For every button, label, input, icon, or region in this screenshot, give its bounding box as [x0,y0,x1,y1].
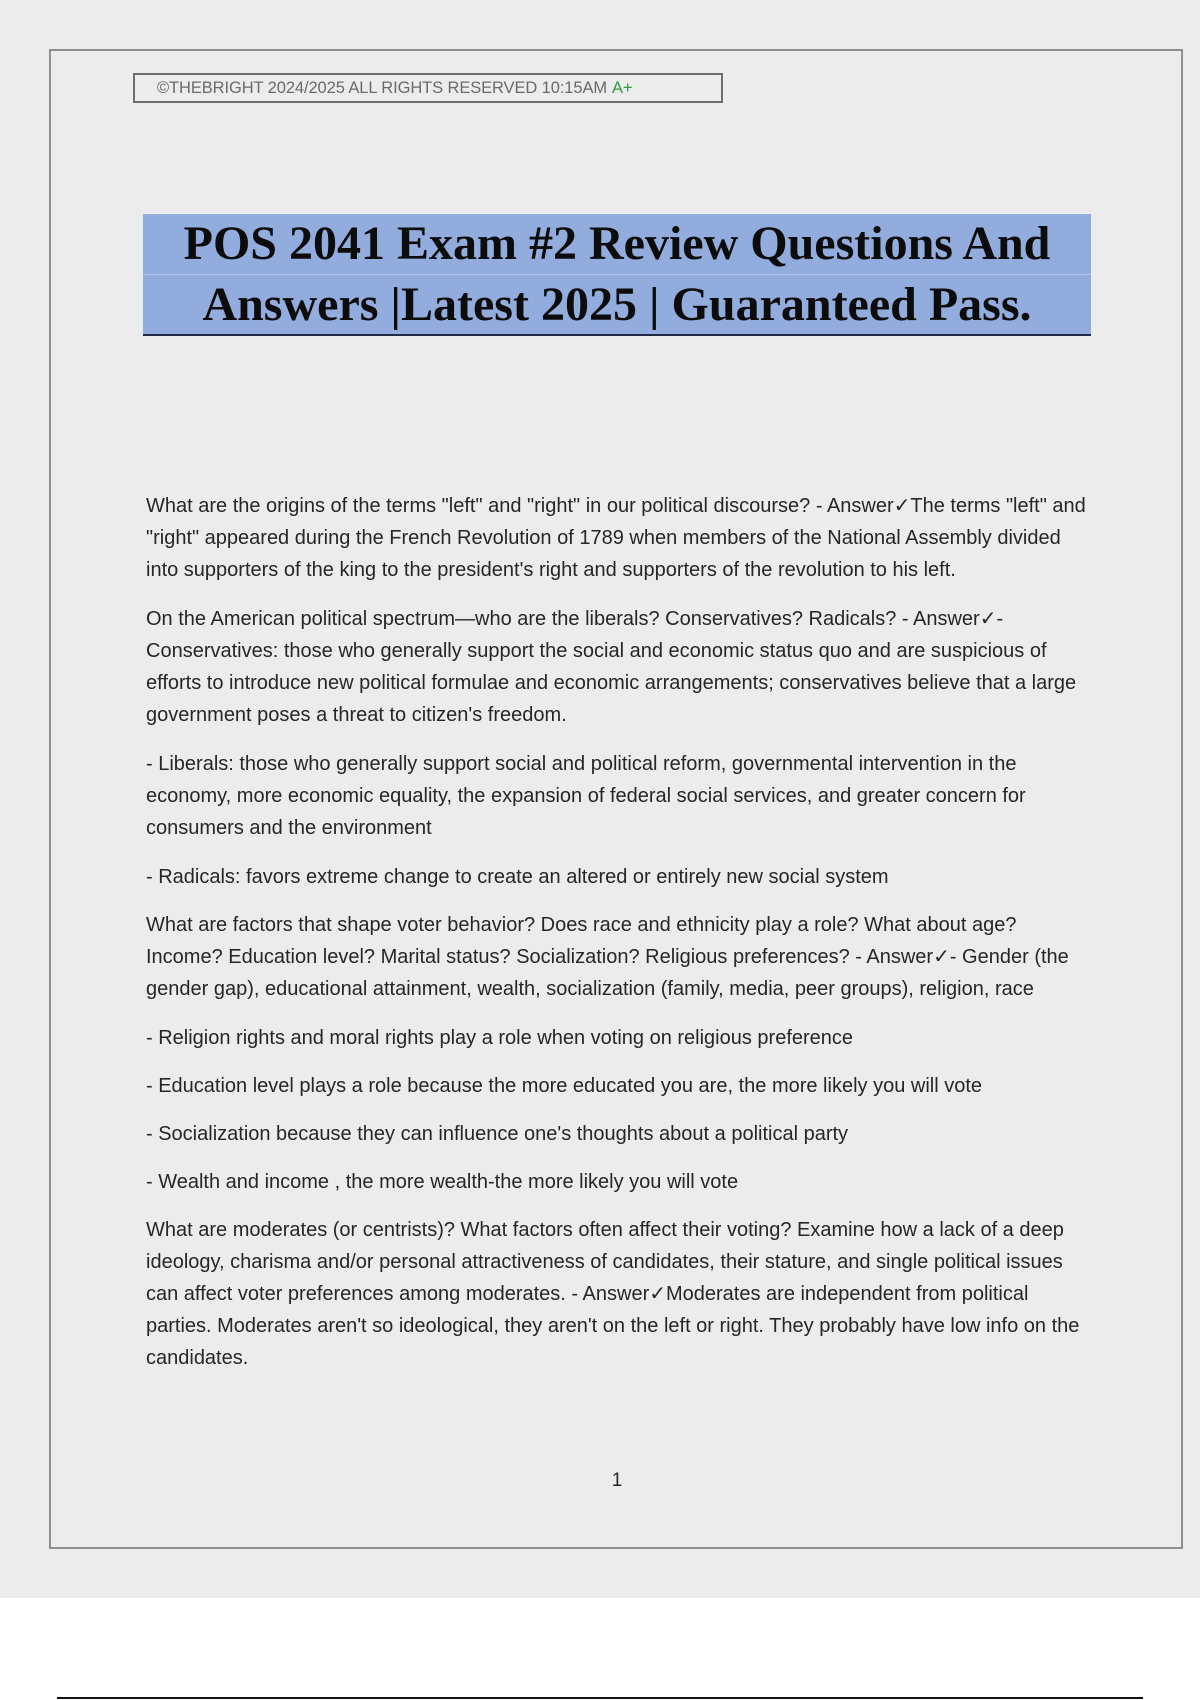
qa-moderates: What are moderates (or centrists)? What factors often affect their voting? Examine how a lack of a deep ideology, charisma and/or personal attractiveness of candidates, their stature, and single political issues can affect voter preferences among moderates. - Answer✓Moderates are independent from political parties. Moderates aren't so ideological, they aren't on the left or right. They probably have low info on the candidates. [146,1219,1080,1369]
answer-wealth: - Wealth and income , the more wealth-the more likely you will vote [146,1171,739,1193]
qa-voter-behavior: What are factors that shape voter behavior? Does race and ethnicity play a role? What about age? Income? Education level? Marital status? Socialization? Religious preferences? - Answer✓- Gender (the gender gap), educational attainment, wealth, socialization (family, media, peer groups), religion, race [146,914,1069,1000]
qa-origins-left-right: What are the origins of the terms "left" and "right" in our political discourse? - Answer✓The terms "left" and "right" appeared during the French Revolution of 1789 when members of the National Assembly divided into supporters of the king to the president's right and supporters of the revolution to his left. [146,495,1086,581]
title-line-1: POS 2041 Exam #2 Review Questions And [143,214,1091,275]
document-title [143,214,1091,336]
answer-education: - Education level plays a role because the more educated you are, the more likely you will vote [146,1075,983,1097]
answer-religion: - Religion rights and moral rights play a role when voting on religious preference [146,1027,854,1049]
page-number: 1 [611,1470,623,1491]
copyright-text: ©THEBRIGHT 2024/2025 ALL RIGHTS RESERVED 10:15AM [157,79,607,97]
copyright-notice [133,73,723,103]
bottom-divider [57,1697,1143,1699]
document-body [146,490,1094,1391]
grade-badge: A+ [612,79,633,97]
qa-political-spectrum: On the American political spectrum—who are the liberals? Conservatives? Radicals? - Answer✓- Conservatives: those who generally support the social and economic status quo and are suspicious of efforts to introduce new political formulae and economic arrangements; conservatives believe that a large government poses a threat to citizen's freedom. [146,608,1077,726]
title-line-2: Answers |Latest 2025 | Guaranteed Pass. [202,278,1032,331]
answer-socialization: - Socialization because they can influence one's thoughts about a political party [146,1123,849,1145]
answer-radicals: - Radicals: favors extreme change to create an altered or entirely new social system [146,866,889,888]
answer-liberals: - Liberals: those who generally support social and political reform, governmental intervention in the economy, more economic equality, the expansion of federal social services, and greater concern for consumers and the environment [146,753,1026,839]
